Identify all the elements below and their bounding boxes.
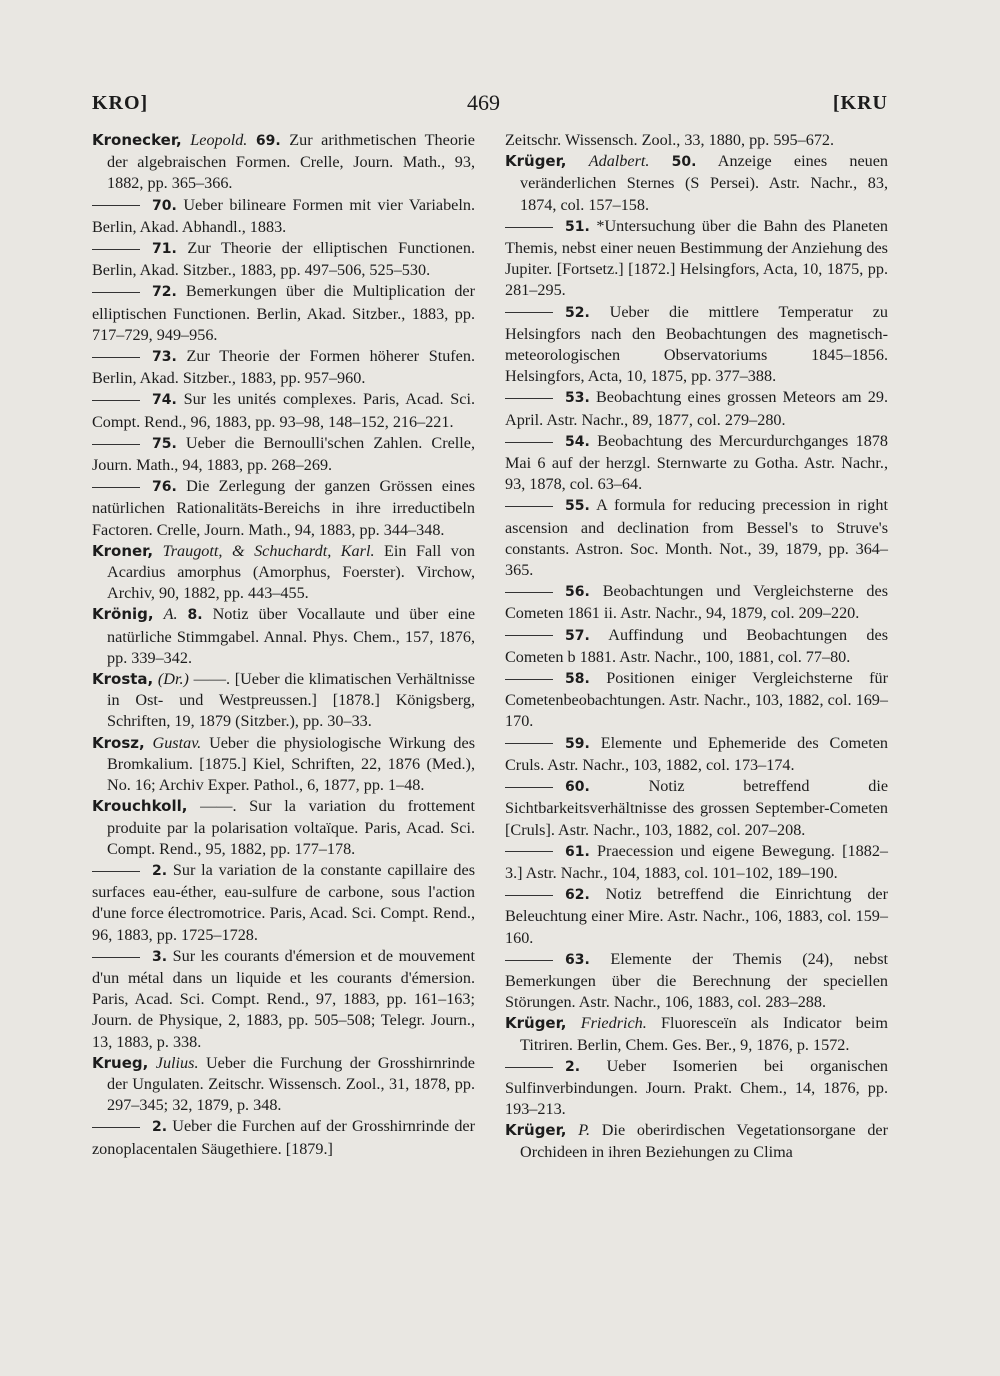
entry-number: 63. — [565, 951, 590, 968]
entry-text: Anzeige eines neuen veränderlichen Sternes (S Persei). Astr. Nachr., 83, 1874, col. 157–158. — [520, 152, 888, 214]
entry-number: 54. — [565, 433, 590, 450]
ditto-rule — [505, 679, 553, 680]
author-given-name: (Dr.) — [157, 670, 189, 689]
entry-text: Beobachtungen und Vergleichsterne des Cometen 1861 ii. Astr. Nachr., 94, 1879, col. 209–220. — [505, 582, 888, 623]
author-given-name: Adalbert. — [588, 152, 650, 171]
entry-text: Ueber die physiologische Wirkung des Bromkalium. [1875.] Kiel, Schriften, 22, 1876 (Med.), No. 16; Archiv Exper. Pathol., 6, 1877, pp. 1–48. — [107, 733, 475, 795]
author-surname: Krüger, — [505, 1121, 567, 1140]
entry-number: 3. — [152, 948, 168, 965]
author-surname: Krouchkoll, — [92, 797, 188, 816]
sub-entry — [92, 946, 475, 1053]
sub-entry — [505, 884, 888, 949]
author-surname: Krosta, — [92, 670, 154, 689]
right-column — [505, 130, 888, 1163]
entry-number: 61. — [565, 843, 590, 860]
ditto-rule — [505, 506, 553, 507]
entry-number: 55. — [565, 498, 590, 515]
entry-number: 70. — [152, 197, 177, 214]
entry-text: Notiz über Vocallaute und über eine natürliche Stimmgabel. Annal. Phys. Chem., 157, 1876, pp. 339–342. — [107, 605, 476, 667]
sub-entry — [92, 389, 475, 432]
entry-text: Ueber die mittlere Temperatur zu Helsingfors nach den Beobachtungen des magnetisch-meteorologischen Observatoriums 1845–1856. Helsingfors, Acta, 10, 1875, pp. 377–388. — [505, 302, 889, 386]
sub-entry — [505, 1056, 888, 1121]
sub-entry — [92, 433, 475, 476]
header-right-guide: [KRU — [832, 92, 888, 114]
sub-entry — [505, 668, 888, 733]
entry-number: 62. — [565, 887, 590, 904]
entry-number: 8. — [187, 607, 203, 624]
author-given-name: A. — [163, 605, 178, 624]
bibliography-entry — [505, 1120, 888, 1162]
sub-entry — [92, 346, 475, 389]
entry-number: 72. — [152, 284, 177, 301]
ditto-rule — [92, 444, 140, 445]
bibliography-entry — [92, 669, 475, 733]
ditto-rule — [505, 635, 553, 636]
entry-text: Zeitschr. Wissensch. Zool., 33, 1880, pp. 595–672. — [505, 131, 835, 149]
bibliography-entry — [92, 541, 475, 605]
entry-number: 52. — [565, 304, 590, 321]
ditto-rule — [505, 227, 553, 228]
entry-number: 56. — [565, 584, 590, 601]
ditto-rule — [505, 1067, 553, 1068]
bibliography-entry — [505, 151, 888, 216]
ditto-rule — [92, 400, 140, 401]
entry-text: Zur Theorie der elliptischen Functionen. Berlin, Akad. Sitzber., 1883, pp. 497–506, 525–530. — [92, 239, 476, 280]
entry-text: Ueber bilineare Formen mit vier Variabeln. Berlin, Akad. Abhandl., 1883. — [92, 195, 476, 236]
entry-number: 2. — [152, 1119, 168, 1136]
sub-entry — [505, 733, 888, 776]
ditto-rule — [505, 592, 553, 593]
author-surname: Krüger, — [505, 152, 567, 171]
entry-text: Bemerkungen über die Multiplication der elliptischen Functionen. Berlin, Akad. Sitzber., 1883, pp. 717–729, 949–956. — [92, 282, 475, 344]
sub-entry — [505, 387, 888, 430]
entry-number: 73. — [152, 349, 177, 366]
ditto-rule — [505, 851, 553, 852]
entry-number: 76. — [152, 479, 177, 496]
entry-text: Ueber die Bernoulli'schen Zahlen. Crelle, Journ. Math., 94, 1883, pp. 268–269. — [92, 433, 476, 475]
author-surname: Kronecker, — [92, 131, 182, 149]
author-given-name: Julius. — [155, 1053, 199, 1072]
entry-text: Notiz betreffend die Sichtbarkeitsverhältnisse des grossen September-Cometen [Cruls]. Astr. Nachr., 103, 1882, col. 207–208. — [505, 777, 889, 839]
ditto-rule — [92, 292, 140, 293]
entry-text: ——. Sur la variation du frottement produite par la polarisation voltaïque. Paris, Acad. Sci. Compt. Rend., 95, 1882, pp. 177–178. — [107, 797, 476, 858]
entry-text: Elemente der Themis (24), nebst Bemerkungen über die Berechnung der speciellen Störungen. Astr. Nachr., 106, 1883, col. 283–288. — [505, 949, 888, 1012]
sub-entry — [92, 281, 475, 346]
sub-entry — [92, 1116, 475, 1159]
bibliography-entry — [92, 733, 475, 797]
page-number: 469 — [467, 90, 500, 115]
sub-entry — [92, 195, 475, 238]
entry-text: Sur la variation de la constante capillaire des surfaces eau-éther, eau-sulfure de carbone, sous l'action d'une force électromotrice. Paris, Acad. Sci. Compt. Rend., 96, 1883, pp. 1725–1728. — [92, 860, 475, 944]
entry-text: Ueber die Furchen auf der Grosshirnrinde der zonoplacentalen Säugethiere. [1879.] — [92, 1117, 476, 1158]
entry-text: Zur arithmetischen Theorie der algebraischen Formen. Crelle, Journ. Math., 93, 1882, pp. 365–366. — [107, 131, 475, 193]
ditto-rule — [505, 743, 553, 744]
left-column — [92, 130, 475, 1160]
entry-text: Ueber Isomerien bei organischen Sulfinverbindungen. Journ. Prakt. Chem., 14, 1876, pp. 193–213. — [505, 1056, 889, 1119]
entry-text: Elemente und Ephemeride des Cometen Cruls. Astr. Nachr., 103, 1882, col. 173–174. — [505, 733, 888, 774]
entry-text: Sur les courants d'émersion et de mouvement d'un métal dans un liquide et les courants d'émersion. Paris, Acad. Sci. Compt. Rend., 97, 1883, pp. 161–163; Journ. de Physique, 2, 1883, pp. 505–508; Telegr. Journ., 13, 1883, p. 338. — [92, 946, 475, 1051]
entry-text: Fluoresceïn als Indicator beim Titriren. Berlin, Chem. Ges. Ber., 9, 1876, p. 1572. — [520, 1014, 888, 1054]
entry-number: 2. — [565, 1058, 581, 1075]
entry-text: Zur Theorie der Formen höherer Stufen. Berlin, Akad. Sitzber., 1883, pp. 957–960. — [92, 347, 475, 388]
ditto-rule — [92, 205, 140, 206]
entry-number: 71. — [152, 241, 177, 258]
sub-entry — [505, 841, 888, 884]
entry-number: 74. — [152, 392, 177, 409]
ditto-rule — [92, 249, 140, 250]
entry-number: 75. — [152, 435, 177, 452]
entry-number: 51. — [565, 218, 590, 235]
entry-text: A formula for reducing precession in right ascension and declination from Bessel's to Struve's constants. Astron. Soc. Month. Not., 39, 1879, pp. 364–365. — [505, 496, 888, 580]
sub-entry — [505, 625, 888, 668]
sub-entry — [505, 581, 888, 624]
author-surname: Krüger, — [505, 1014, 567, 1033]
entry-text: Ein Fall von Acardius amorphus (Amorphus, Foerster). Virchow, Archiv, 90, 1882, pp. 443–455. — [107, 541, 476, 603]
ditto-rule — [505, 312, 553, 313]
entry-number: 60. — [565, 779, 590, 796]
entry-number: 2. — [152, 862, 168, 879]
sub-entry — [505, 431, 888, 496]
entry-text: *Untersuchung über die Bahn des Planeten Themis, nebst einer neuen Bestimmung der Anziehung des Jupiter. [Fortsetz.] [1872.] Helsingfors, Acta, 10, 1875, pp. 281–295. — [505, 216, 888, 300]
entry-continuation — [505, 130, 888, 151]
ditto-rule — [505, 960, 553, 961]
author-surname: Kroner, — [92, 541, 154, 560]
entry-text: Positionen einiger Vergleichsterne für Cometenbeobachtungen. Astr. Nachr., 103, 1882, col. 169–170. — [505, 669, 888, 731]
author-given-name: Friedrich. — [580, 1014, 647, 1033]
author-given-name: P. — [578, 1121, 591, 1140]
entry-number: 53. — [565, 390, 590, 407]
sub-entry — [505, 949, 888, 1014]
bibliography-entry — [92, 130, 475, 195]
ditto-rule — [92, 871, 140, 872]
entry-text: Ueber die Furchung der Grosshirnrinde der Ungulaten. Zeitschr. Wissensch. Zool., 31, 1878, pp. 297–345; 32, 1879, p. 348. — [107, 1053, 475, 1115]
bibliography-entry — [92, 1053, 475, 1117]
sub-entry — [505, 776, 888, 841]
entry-text: ——. [Ueber die klimatischen Verhältnisse in Ost- und Westpreussen.] [1878.] Königsberg, Schriften, 19, 1879 (Sitzber.), pp. 30–33. — [107, 670, 475, 731]
author-given-name: Traugott, & Schuchardt, Karl. — [162, 541, 375, 560]
ditto-rule — [505, 787, 553, 788]
author-given-name: Gustav. — [152, 733, 202, 752]
author-surname: Krueg, — [92, 1053, 149, 1072]
entry-text: Praecession und eigene Bewegung. [1882–3.] Astr. Nachr., 104, 1883, col. 101–102, 189–190. — [505, 841, 889, 882]
entry-number: 69. — [255, 133, 281, 149]
entry-text: Sur les unités complexes. Paris, Acad. Sci. Compt. Rend., 96, 1883, pp. 93–98, 148–152, 216–221. — [92, 390, 475, 431]
ditto-rule — [505, 398, 553, 399]
sub-entry — [92, 860, 475, 946]
ditto-rule — [92, 357, 140, 358]
author-surname: Krönig, — [92, 605, 154, 624]
header-left-guide: KRO] — [92, 92, 149, 114]
sub-entry — [505, 302, 888, 388]
ditto-rule — [505, 442, 553, 443]
entry-text: Auffindung und Beobachtungen des Cometen b 1881. Astr. Nachr., 100, 1881, col. 77–80. — [505, 625, 888, 666]
sub-entry — [505, 216, 888, 302]
sub-entry — [92, 476, 475, 541]
sub-entry — [92, 238, 475, 281]
entry-text: Beobachtung eines grossen Meteors am 29. April. Astr. Nachr., 89, 1877, col. 279–280. — [505, 388, 888, 429]
entry-number: 58. — [565, 671, 590, 688]
author-given-name: Leopold. — [190, 131, 248, 149]
author-surname: Krosz, — [92, 733, 145, 752]
ditto-rule — [92, 487, 140, 488]
bibliography-entry — [92, 604, 475, 669]
ditto-rule — [505, 895, 553, 896]
entry-text: Notiz betreffend die Einrichtung der Beleuchtung einer Mire. Astr. Nachr., 106, 1883, col. 159–160. — [505, 885, 888, 947]
bibliography-entry — [505, 1013, 888, 1055]
sub-entry — [505, 495, 888, 581]
entry-number: 57. — [565, 627, 590, 644]
bibliography-entry — [92, 796, 475, 860]
entry-text: Beobachtung des Mercurdurchganges 1878 Mai 6 auf der herzgl. Sternwarte zu Gotha. Astr. Nachr., 93, 1878, col. 63–64. — [505, 431, 888, 494]
entry-number: 59. — [565, 735, 590, 752]
entry-text: Die oberirdischen Vegetationsorgane der Orchideen in ihren Beziehungen zu Clima — [520, 1121, 888, 1161]
entry-number: 50. — [671, 154, 697, 171]
ditto-rule — [92, 1127, 140, 1128]
running-header — [92, 92, 888, 120]
ditto-rule — [92, 957, 140, 958]
entry-text: Die Zerlegung der ganzen Grössen eines natürlichen Rationalitäts-Bereichs in ihre irreductibeln Factoren. Crelle, Journ. Math., 94, 1883, pp. 344–348. — [92, 477, 475, 539]
